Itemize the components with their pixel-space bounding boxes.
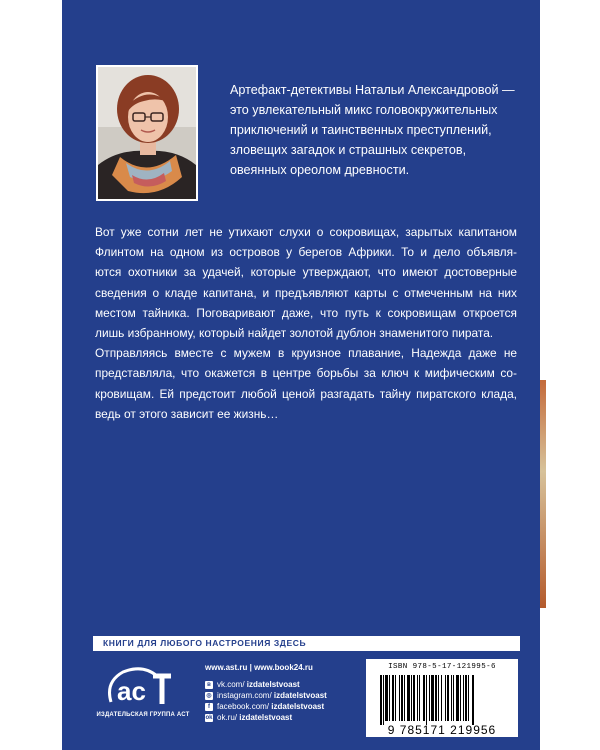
barcode-bar [419, 675, 420, 721]
barcode-bar [472, 675, 474, 725]
social-prefix: vk.com/ [217, 680, 245, 689]
slogan-bar: КНИГИ ДЛЯ ЛЮБОГО НАСТРОЕНИЯ ЗДЕСЬ [93, 636, 520, 651]
barcode-bar [407, 675, 410, 721]
tagline-line: приключений и таинственных преступлений, [230, 123, 492, 137]
synopsis-line: сведения о кладе капитана, и предъявляют карты с отмеченным на них [95, 285, 517, 300]
barcode-bar [392, 675, 394, 721]
social-handle: izdatelstvoast [273, 691, 327, 700]
social-prefix: instagram.com/ [217, 691, 272, 700]
tagline-line: это увлекательный микс головокружительных [230, 103, 498, 117]
barcode-bar [426, 675, 427, 725]
barcode-bar [431, 675, 434, 721]
instagram-icon: ◎ [206, 692, 212, 699]
social-link-vk[interactable] [205, 679, 365, 690]
synopsis-line: ведь от этого зависит ее жизнь… [95, 406, 279, 421]
barcode-bar [468, 675, 469, 721]
facebook-icon: f [205, 703, 213, 711]
barcode-bar [435, 675, 437, 721]
barcode-bar [399, 675, 400, 721]
barcode-bar [429, 675, 430, 721]
author-portrait [98, 67, 196, 199]
barcode-bar [417, 675, 418, 721]
barcode-bar [445, 675, 446, 721]
barcode-bar [451, 675, 452, 721]
barcode-bar [411, 675, 412, 721]
isbn-barcode [366, 659, 518, 737]
author-photo [96, 65, 198, 201]
book-synopsis [95, 222, 517, 424]
synopsis-line: Отправляясь вместе с мужем в круизное плавание, Надежда даже не [95, 346, 517, 361]
social-prefix: facebook.com/ [217, 702, 270, 711]
barcode-bar [401, 675, 403, 721]
social-link-instagram[interactable] [205, 690, 365, 701]
barcode-bar [395, 675, 396, 721]
barcode-bar [413, 675, 415, 721]
adjacent-cover-edge [540, 380, 546, 608]
barcode-bar [453, 675, 454, 721]
publisher-name: ИЗДАТЕЛЬСКАЯ ГРУППА АСТ [96, 712, 190, 718]
barcode-bar [383, 675, 384, 725]
synopsis-line: местом тайника. Поговаривают даже, что путь к сокровищам откроется [95, 305, 517, 320]
barcode-bar [463, 675, 464, 721]
barcode-bar [465, 675, 467, 721]
social-handle: izdatelstvoast [246, 680, 300, 689]
barcode-bar [404, 675, 405, 721]
barcode-bar [447, 675, 449, 721]
synopsis-line: Флинтом на одном из островов у берегов Африки. То и дело объявля- [95, 245, 517, 260]
vk-icon: в [205, 681, 213, 689]
synopsis-line: Вот уже сотни лет не утихают слухи о сокровищах, зарытых капитаном [95, 225, 517, 239]
synopsis-line: кровищам. Ей предстоит любой ценой разгадать тайну пиратского клада, [95, 386, 517, 401]
author-tagline [230, 80, 530, 180]
tagline-line: зловещих загадок и страшных секретов, [230, 143, 467, 157]
synopsis-line: представляла, что окажется в центре борьбы за ключ к мифическим со- [95, 366, 517, 381]
social-link-facebook[interactable] [205, 701, 365, 712]
synopsis-line: ются охотники за удачей, которые утверждают, что имеют достоверные [95, 265, 517, 280]
barcode-bar [456, 675, 459, 721]
svg-text:ac: ac [117, 676, 146, 706]
barcode-bar [441, 675, 442, 721]
social-handle: izdatelstvoast [239, 713, 293, 722]
barcode-bar [423, 675, 425, 721]
barcode-bar [385, 675, 388, 721]
synopsis-line: лишь избранному, который найдет золотой дублон знаменитого пирата. [95, 326, 494, 341]
barcode-digits: 9 785171 219956 [387, 723, 497, 737]
ok-icon: ok [205, 714, 213, 721]
social-prefix: ok.ru/ [217, 713, 238, 722]
social-link-ok[interactable] [205, 712, 365, 723]
isbn-text: ISBN 978-5-17-121995-6 [388, 663, 496, 671]
barcode-bar [389, 675, 390, 721]
website-links[interactable]: www.ast.ru | www.book24.ru [205, 663, 313, 672]
barcode-bar [438, 675, 439, 721]
publisher-links [205, 662, 365, 723]
barcode-bar [380, 675, 382, 725]
tagline-line: овеянных ореолом древности. [230, 163, 410, 177]
tagline-line: Артефакт-детективы Натальи Александровой — [230, 83, 515, 97]
barcode-bar [460, 675, 461, 721]
ast-logo-icon [95, 662, 195, 712]
social-handle: izdatelstvoast [271, 702, 325, 711]
